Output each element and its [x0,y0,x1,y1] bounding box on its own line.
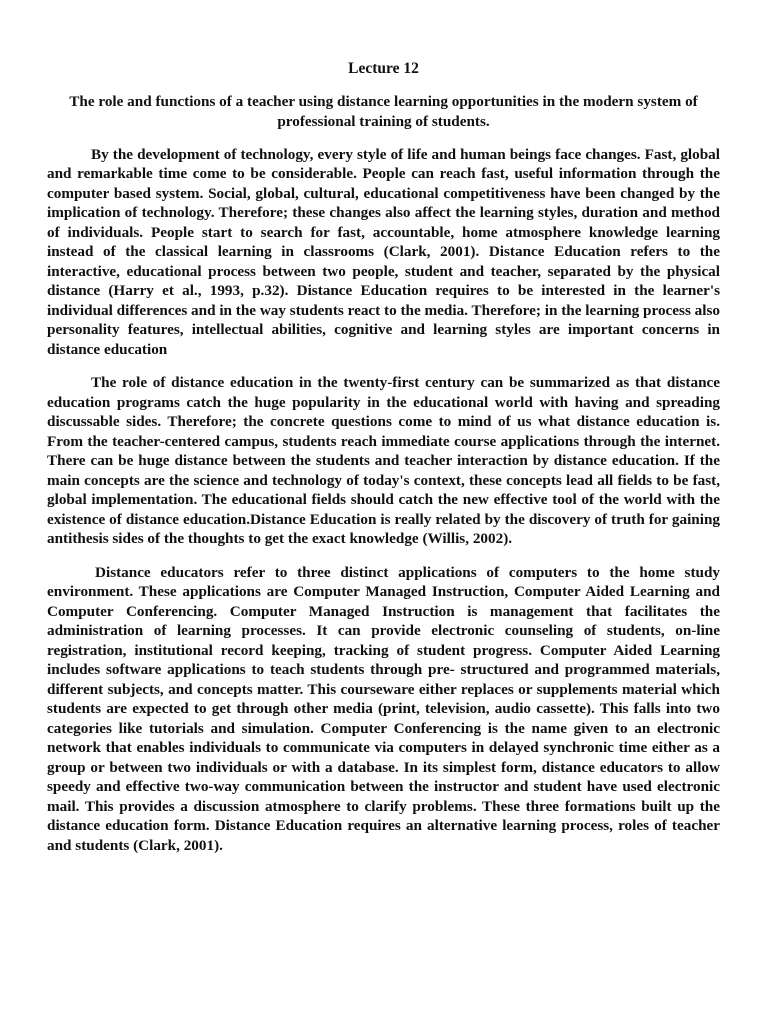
lecture-title: Lecture 12 [348,60,419,77]
paragraph-computer-applications: Distance educators refer to three distinct applications of computers to the home study environment. These applications are Computer Managed Instruction, Computer Aided Learning and Computer Conferencing. Computer Managed Instruction is management that facilitates the administration of learning processes. It can provide electronic counseling of students, on-line registration, institutional record keeping, tracking of student progress. Computer Aided Learning includes software applications to teach students through pre- structured and programmed materials, different subjects, and concepts matter. This courseware either replaces or supplements material which students are expected to get through other media (print, television, audio cassette). This falls into two categories like tutorials and simulation. Computer Conferencing is the name given to an electronic network that enables individuals to communicate via computers in delayed synchronic time either as a group or between two individuals or with a database. In its simplest form, distance educators to allow speedy and effective two-way communication between the instructor and student have used electronic mail. This provides a discussion atmosphere to clarify problems. These three formations built up the distance education form. Distance Education requires an alternative learning process, roles of teacher and students (Clark, 2001). [47,563,720,854]
paragraph-technology-development: By the development of technology, every style of life and human beings face changes. Fast, global and remarkable time come to be considerable. People can reach fast, useful information through the computer based system. Social, global, cultural, educational competitiveness have been changed by the implication of technology. Therefore; these changes also affect the learning styles, duration and method of individuals. People start to search for fast, accountable, home atmosphere knowledge learning instead of the classical learning in classrooms (Clark, 2001). Distance Education refers to the interactive, educational process between two people, student and teacher, separated by the physical distance (Harry et al., 1993, p.32). Distance Education requires to be interested in the learner's individual differences and in the way students react to the media. Therefore; in the learning process also personality features, intellectual abilities, cognitive and learning styles are important concerns in distance education [47,145,720,358]
document-heading: The role and functions of a teacher using distance learning opportunities in the modern system of professional training of students. [69,92,698,130]
paragraph-role-of-distance-education: The role of distance education in the twenty-first century can be summarized as that distance education programs catch the huge popularity in the educational world with having and spreading discussable sides. Therefore; the concrete questions come to mind of us what distance education is. From the teacher-centered campus, students reach immediate course applications through the internet. There can be huge distance between the students and teacher interaction by distance education. If the main concepts are the science and technology of today's context, these concepts lead all fields to be fast, global implementation. The educational fields should catch the new effective tool of the world with the existence of distance education.Distance Education is really related by the discovery of truth for gaining antithesis sides of the thoughts to get the exact knowledge (Willis, 2002). [47,374,720,547]
document-page [47,59,720,869]
